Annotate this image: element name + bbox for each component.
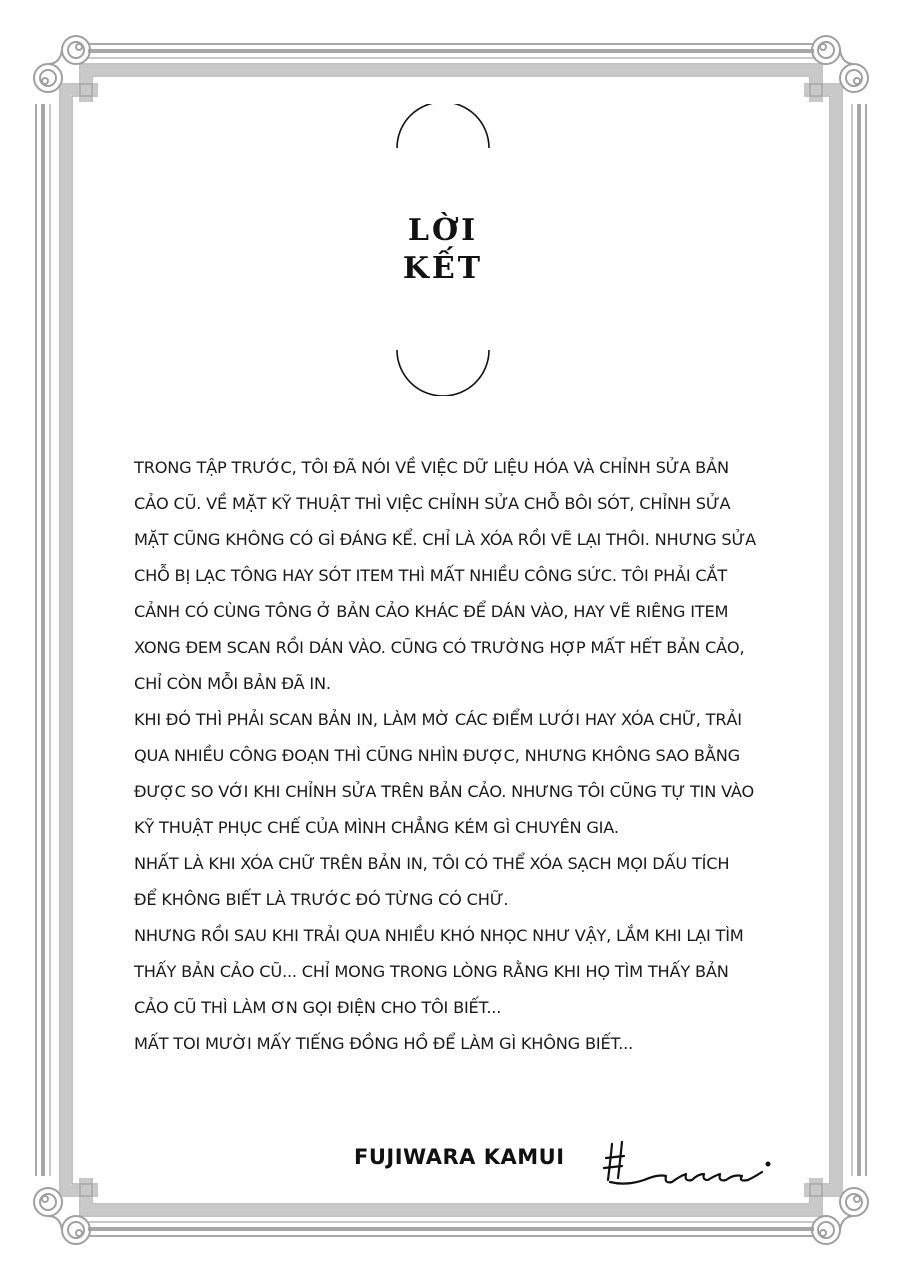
body-line: ĐỂ KHÔNG BIẾT LÀ TRƯỚC ĐÓ TỪNG CÓ CHỮ. [134, 890, 509, 909]
body-line: KỸ THUẬT PHỤC CHẾ CỦA MÌNH CHẲNG KÉM GÌ CHUYÊN GIA. [134, 818, 619, 837]
body-line: NHƯNG RỒI SAU KHI TRẢI QUA NHIỀU KHÓ NHỌC NHƯ VẬY, LẮM KHI LẠI TÌM [134, 926, 744, 945]
body-line: MẶT CŨNG KHÔNG CÓ GÌ ĐÁNG KỂ. CHỈ LÀ XÓA RỒI VẼ LẠI THÔI. NHƯNG SỬA [134, 530, 757, 549]
body-line: KHI ĐÓ THÌ PHẢI SCAN BẢN IN, LÀM MỜ CÁC ĐIỂM LƯỚI HAY XÓA CHỮ, TRẢI [134, 710, 742, 729]
body-line: CHỖ BỊ LẠC TÔNG HAY SÓT ITEM THÌ MẤT NHIỀU CÔNG SỨC. TÔI PHẢI CẮT [134, 566, 728, 585]
signature-icon [596, 1136, 782, 1196]
body-line: CHỈ CÒN MỖI BẢN ĐÃ IN. [134, 674, 331, 693]
body-line: CẢO CŨ THÌ LÀM ƠN GỌI ĐIỆN CHO TÔI BIẾT... [134, 998, 502, 1017]
body-line: MẤT TOI MƯỜI MẤY TIẾNG ĐỒNG HỒ ĐỂ LÀM GÌ KHÔNG BIẾT... [134, 1034, 634, 1053]
body-line: NHẤT LÀ KHI XÓA CHỮ TRÊN BẢN IN, TÔI CÓ THỂ XÓA SẠCH MỌI DẤU TÍCH [134, 854, 730, 873]
body-text [134, 450, 764, 1062]
body-line: ĐƯỢC SO VỚI KHI CHỈNH SỬA TRÊN BẢN CẢO. NHƯNG TÔI CŨNG TỰ TIN VÀO [134, 782, 755, 801]
body-line: CẢO CŨ. VỀ MẶT KỸ THUẬT THÌ VIỆC CHỈNH SỬA CHỖ BÔI SÓT, CHỈNH SỬA [134, 494, 731, 513]
title-line-2: KẾT [402, 251, 484, 286]
body-line: TRONG TẬP TRƯỚC, TÔI ĐÃ NÓI VỀ VIỆC DỮ LIỆU HÓA VÀ CHỈNH SỬA BẢN [134, 458, 729, 477]
title-line-1: LỜI [407, 213, 479, 248]
body-line: CẢNH CÓ CÙNG TÔNG Ở BẢN CẢO KHÁC ĐỂ DÁN VÀO, HAY VẼ RIÊNG ITEM [134, 602, 729, 621]
author-name: FUJIWARA KAMUI [354, 1145, 565, 1169]
body-line: THẤY BẢN CẢO CŨ... CHỈ MONG TRONG LÒNG RẰNG KHI HỌ TÌM THẤY BẢN [134, 962, 729, 981]
body-line: QUA NHIỀU CÔNG ĐOẠN THÌ CŨNG NHÌN ĐƯỢC, NHƯNG KHÔNG SAO BẰNG [134, 746, 740, 765]
page-title [396, 212, 490, 288]
title-block [396, 104, 490, 396]
body-line: XONG ĐEM SCAN RỒI DÁN VÀO. CŨNG CÓ TRƯỜNG HỢP MẤT HẾT BẢN CẢO, [134, 638, 745, 657]
